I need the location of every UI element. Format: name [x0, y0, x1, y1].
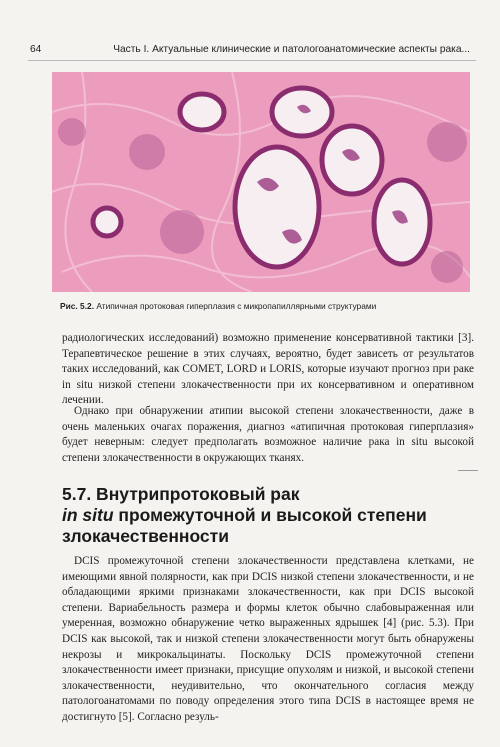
running-title: Часть I. Актуальные клинические и патологоанатомические аспекты рака...	[113, 44, 470, 55]
section-title-italic: in situ	[62, 505, 114, 525]
paragraph-text: Однако при обнаружении атипии высокой степени злокачественности, даже в очень маленьких очагах поражения, диагноз «атипичная протоковая гиперплазия» будет неверным: следует предполагать возможное наличие рака in situ высокой степени злокачественности в окружающих тканях.	[62, 405, 474, 464]
histology-image	[52, 72, 470, 292]
side-rule	[458, 470, 478, 471]
figure-caption	[60, 301, 470, 311]
running-header	[28, 44, 476, 58]
paragraph-text: DCIS промежуточной степени злокачественности представлена клетками, не имеющими явной полярности, как при DCIS низкой степени злокачественности, и не обладающими яркими признаками злокачественности, как при DCIS высокой степени. Вариабельность размера и формы клеток обычно слабовыраженная или умеренная, возможно обнаружение четко выраженных ядрышек [4] (рис. 5.3). При DCIS как высокой, так и низкой степени злокачественности могут быть обнаружены некрозы и микрокальцинаты. Поскольку DCIS промежуточной степени злокачественности имеет признаки, присущие опухолям и низкой, и высокой степени злокачественности, неудивительно, что окончательного согласия между патологоанатомами по поводу определения этого типа DCIS в настоящее время не достигнуто [5]. Согласно резуль-	[62, 555, 474, 723]
section-title-rest: промежуточной и высокой степени злокачественности	[62, 505, 427, 546]
body-paragraph	[62, 554, 474, 726]
header-rule	[28, 60, 476, 61]
figure-label: Рис. 5.2.	[60, 301, 95, 311]
section-number-title: 5.7. Внутрипротоковый рак	[62, 484, 300, 504]
page-number: 64	[30, 44, 42, 55]
histology-figure	[52, 72, 470, 292]
figure-caption-text: Атипичная протоковая гиперплазия с микропапиллярными структурами	[94, 301, 377, 311]
body-paragraph: радиологических исследований) возможно применение консервативной тактики [3]. Терапевтическое решение в этих случаях, вероятно, будет зависеть от результатов таких исследований, как COMET, LORD и LORIS, которые изучают прогноз при раке in situ низкой степени злокачественности при их консервативном и оперативном лечении.	[62, 332, 474, 407]
section-heading	[62, 484, 462, 547]
body-paragraph	[62, 404, 474, 466]
